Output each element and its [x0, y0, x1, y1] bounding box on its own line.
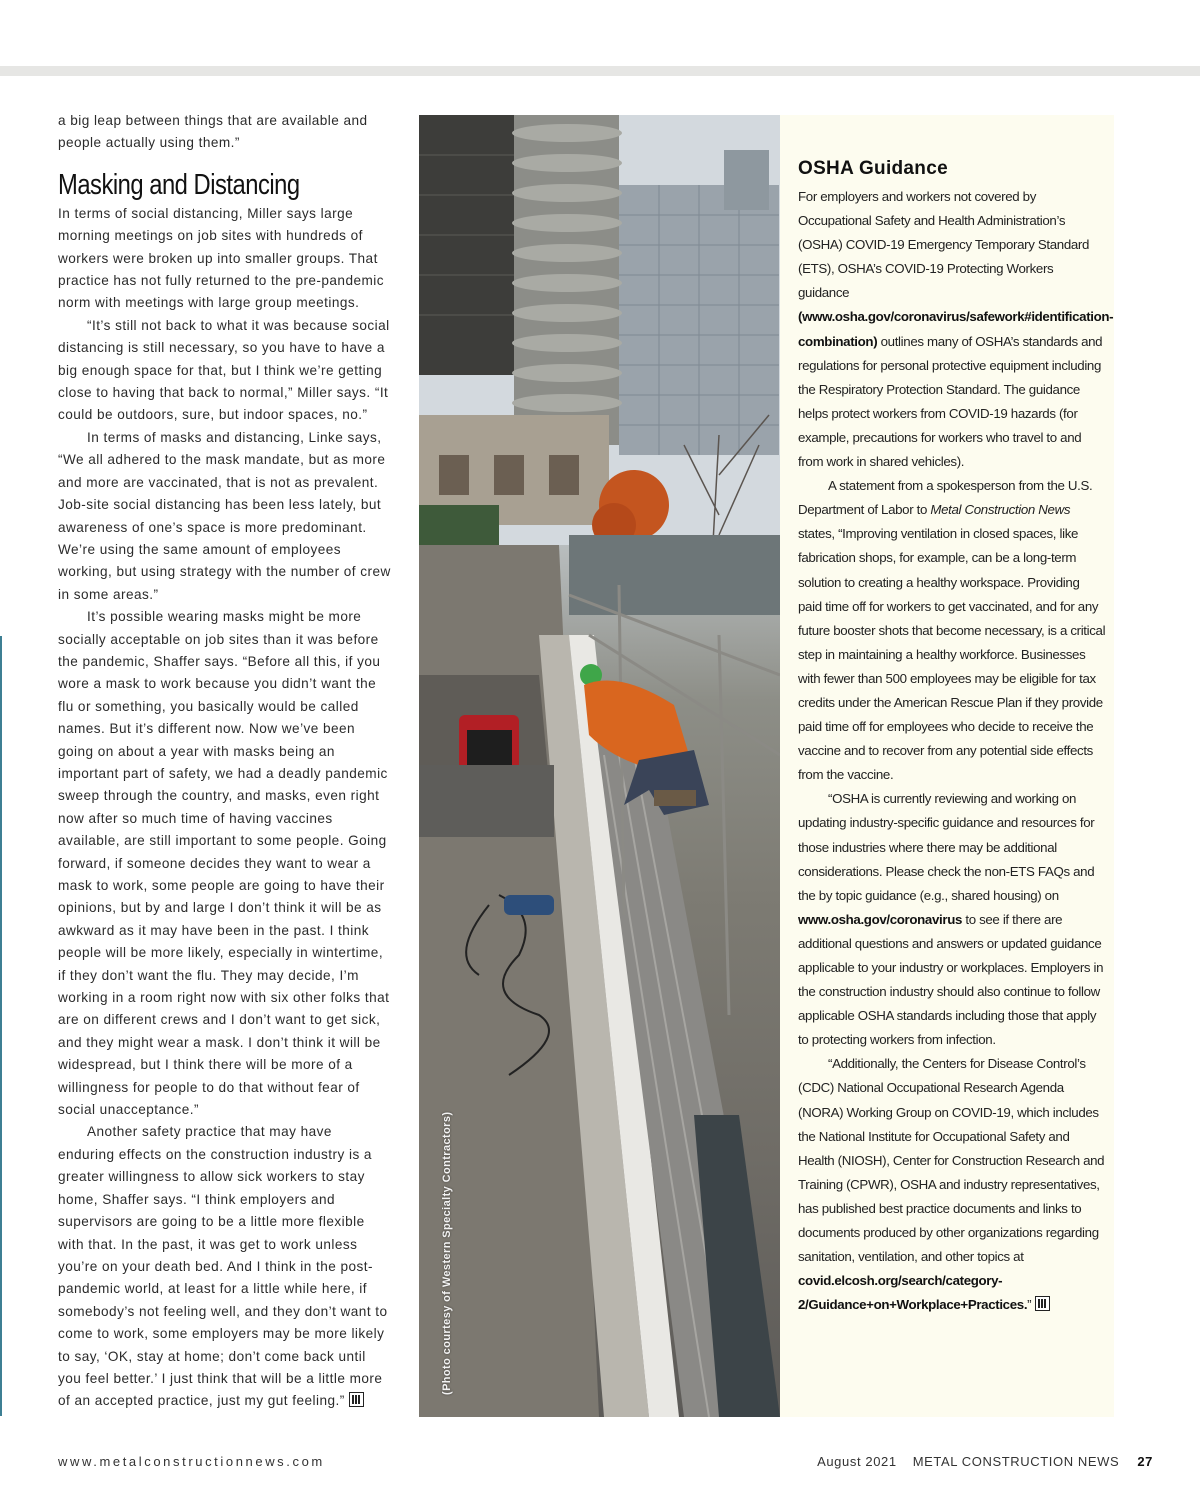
article-paragraph: In terms of masks and distancing, Linke says, “We all adhered to the mask mandate, but as more and more are vaccinated, that is not as prevalent. Job-site social distancing has been less lately, but awareness of one’s space is more predominant. We’re using the same amount of employees working, but using strategy with the number of crew in some areas.” [58, 429, 391, 602]
footer-date: August 2021 [817, 1454, 897, 1469]
page-number: 27 [1137, 1454, 1153, 1469]
footer-folio [817, 1454, 1153, 1469]
section-heading: Masking and Distancing [58, 168, 300, 201]
article-lead-paragraph: a big leap between things that are available and people actually using them.” [58, 113, 368, 151]
sidebar-text: outlines many of OSHA’s standards and regulations for personal protective equipment including the Respiratory Protection Standard. The guidance helps protect workers from COVID-19 hazards (for example, precautions for workers who travel to and from work in shared vehicles). [798, 333, 1103, 470]
page-top-margin [0, 0, 1200, 66]
mcn-end-mark-icon [1035, 1296, 1050, 1311]
footer-website: www.metalconstructionnews.com [58, 1454, 325, 1469]
sidebar-text: states, “Improving ventilation in closed spaces, like fabrication shops, for example, can be a long-term solution to creating a healthy workspace. Providing paid time off for workers to get vaccinated, and for any future booster shots that become necessary, is a critical step in maintaining a healthy workforce. Businesses with fewer than 500 employees may be eligible for tax credits under the American Rescue Plan if they provide paid time off for employees who decide to receive the vaccine and to recover from any potential side effects from the vaccine. [798, 526, 1106, 783]
article-paragraph-final [58, 1121, 392, 1412]
sidebar-text: For employers and workers not covered by Occupational Safety and Health Administration’s (OSHA) COVID-19 Emergency Temporary Standard (ETS), OSHA’s COVID-19 Protecting Workers guidance [798, 189, 1090, 301]
elcosh-guidance-link[interactable]: covid.elcosh.org/search/category-2/Guidance+on+Workplace+Practices. [798, 1273, 1028, 1313]
mcn-end-mark-icon [349, 1392, 364, 1407]
publication-name: Metal Construction News [930, 502, 1071, 518]
page-edge-mark [0, 636, 2, 1416]
osha-coronavirus-link[interactable]: www.osha.gov/coronavirus [798, 911, 963, 927]
construction-site-photo [419, 115, 780, 1417]
sidebar-text: ” [1027, 1297, 1032, 1313]
article-paragraph: In terms of social distancing, Miller says large morning meetings on job sites with hundreds of workers were broken up into smaller groups. That practice has not fully returned to the pre-pandemic norm with meetings with large group meetings. [58, 205, 384, 311]
sidebar-text: A statement from a spokesperson from the U.S. Department of Labor to [798, 478, 1093, 518]
photo-illustration [419, 115, 780, 1417]
photo-credit: (Photo courtesy of Western Specialty Contractors) [441, 1111, 453, 1395]
footer-publication: METAL CONSTRUCTION NEWS [912, 1454, 1120, 1469]
sidebar-paragraph [798, 185, 1114, 474]
sidebar-text: “Additionally, the Centers for Disease Control’s (CDC) National Occupational Research Agenda (NORA) Working Group on COVID-19, which includes the National Institute for Occupational Safety and Health (NIOSH), Center for Construction Research and Training (CPWR), OSHA and industry representatives, has published best practice documents and links to documents produced by other organizations regarding sanitation, ventilation, and other topics at [798, 1056, 1105, 1265]
sidebar-text: to see if there are additional questions and answers or updated guidance applicable to your industry or workplaces. Employers in the construction industry should also continue to follow applicable OSHA standards including those that apply to protecting workers from infection. [798, 911, 1104, 1048]
sidebar-paragraph [798, 1052, 1106, 1317]
article-paragraph: It’s possible wearing masks might be more socially acceptable on job sites than it was before the pandemic, Shaffer says. “Before all this, if you wore a mask to work because you didn’t want the flu or something, you basically would be called names. But it’s different now. Now we’ve been going on about a year with masks being an important part of safety, we had a deadly pandemic sweep through the country, and masks, even right now after so much time of having vaccines available, are still important to some people. Going forward, if someone decides they want to wear a mask to work, some people are going to have their opinions, but by and large I don’t think it will be as awkward as it may have been in the past. I think people will be more likely, especially in wintertime, if they don’t want the flu. They may decide, I’m working in a room right now with six other folks that are on different crews and I don’t want to get sick, and they might wear a mask. I don’t think it will be widespread, but I think there will be more of a willingness for people to do that without fear of social unacceptance.” [58, 609, 390, 1118]
osha-guidance-sidebar [780, 115, 1114, 1417]
sidebar-paragraph [798, 474, 1106, 787]
sidebar-title: OSHA Guidance [798, 158, 948, 179]
sidebar-text: “OSHA is currently reviewing and working on updating industry-specific guidance and resources for those industries where there may be additional considerations. Please check the non-ETS FAQs and the by topic guidance (e.g., shared housing) on [798, 791, 1095, 903]
sidebar-body [798, 185, 1114, 1317]
article-paragraph: “It’s still not back to what it was because social distancing is still necessary, so you have to have a big enough space for that, but I think we’re getting close to having that back to normal,” Miller says. “It could be outdoors, sure, but indoor spaces, no.” [58, 317, 390, 423]
sidebar-paragraph [798, 787, 1106, 1052]
article-paragraph-text: Another safety practice that may have enduring effects on the construction industry is a greater willingness to allow sick workers to stay home, Shaffer says. “I think employers and supervisors are going to be a little more flexible with that. In the past, it was get to work unless you’re on your death bed. And I think in the post-pandemic world, at least for a little while here, if somebody’s not feeling well, and they don’t want to come to work, some employers may be more likely to say, ‘OK, stay at home; don’t come back until you feel better.’ I just think that will be a little more of an accepted practice, just my gut feeling.” [58, 1124, 388, 1409]
header-rule [0, 66, 1200, 76]
osha-safework-link[interactable]: (www.osha.gov/coronavirus/safework#identification-combination) [798, 309, 1114, 349]
article-column [58, 110, 392, 1413]
